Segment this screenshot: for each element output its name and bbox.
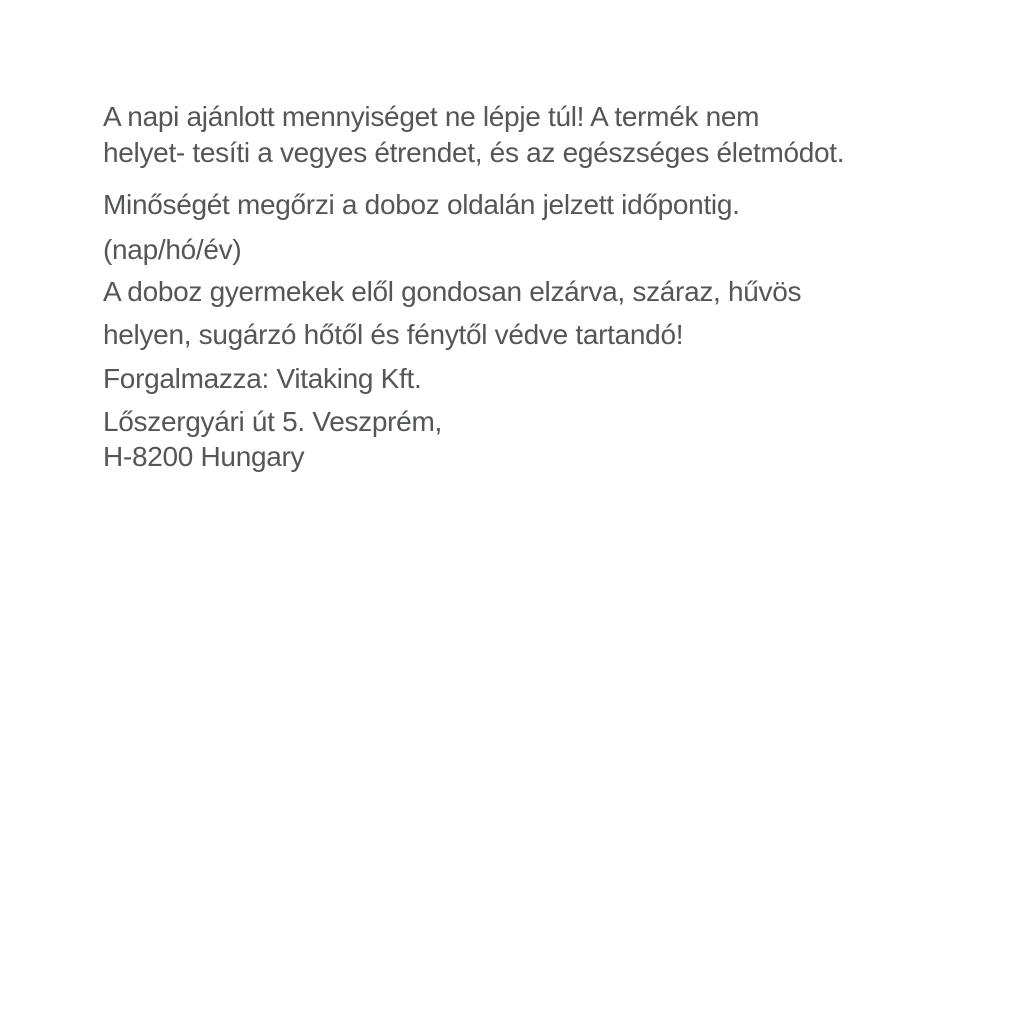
date-format-line: (nap/hó/év) — [103, 234, 242, 265]
product-label-text — [103, 99, 963, 475]
address-street-line: Lőszergyári út 5. Veszprém, — [103, 406, 442, 437]
storage-line-2: helyen, sugárzó hőtől és fénytől védve tartandó! — [103, 319, 684, 350]
warning-line-2: helyet- tesíti a vegyes étrendet, és az egészséges életmódot. — [103, 137, 845, 168]
distributor-line: Forgalmazza: Vitaking Kft. — [103, 363, 422, 394]
quality-line: Minőségét megőrzi a doboz oldalán jelzett időpontig. — [103, 189, 740, 220]
warning-line-1: A napi ajánlott mennyiséget ne lépje túl! A termék nem — [103, 101, 760, 132]
address-country-line: H-8200 Hungary — [103, 441, 305, 472]
storage-line-1: A doboz gyermekek elől gondosan elzárva, száraz, hűvös — [103, 276, 802, 307]
